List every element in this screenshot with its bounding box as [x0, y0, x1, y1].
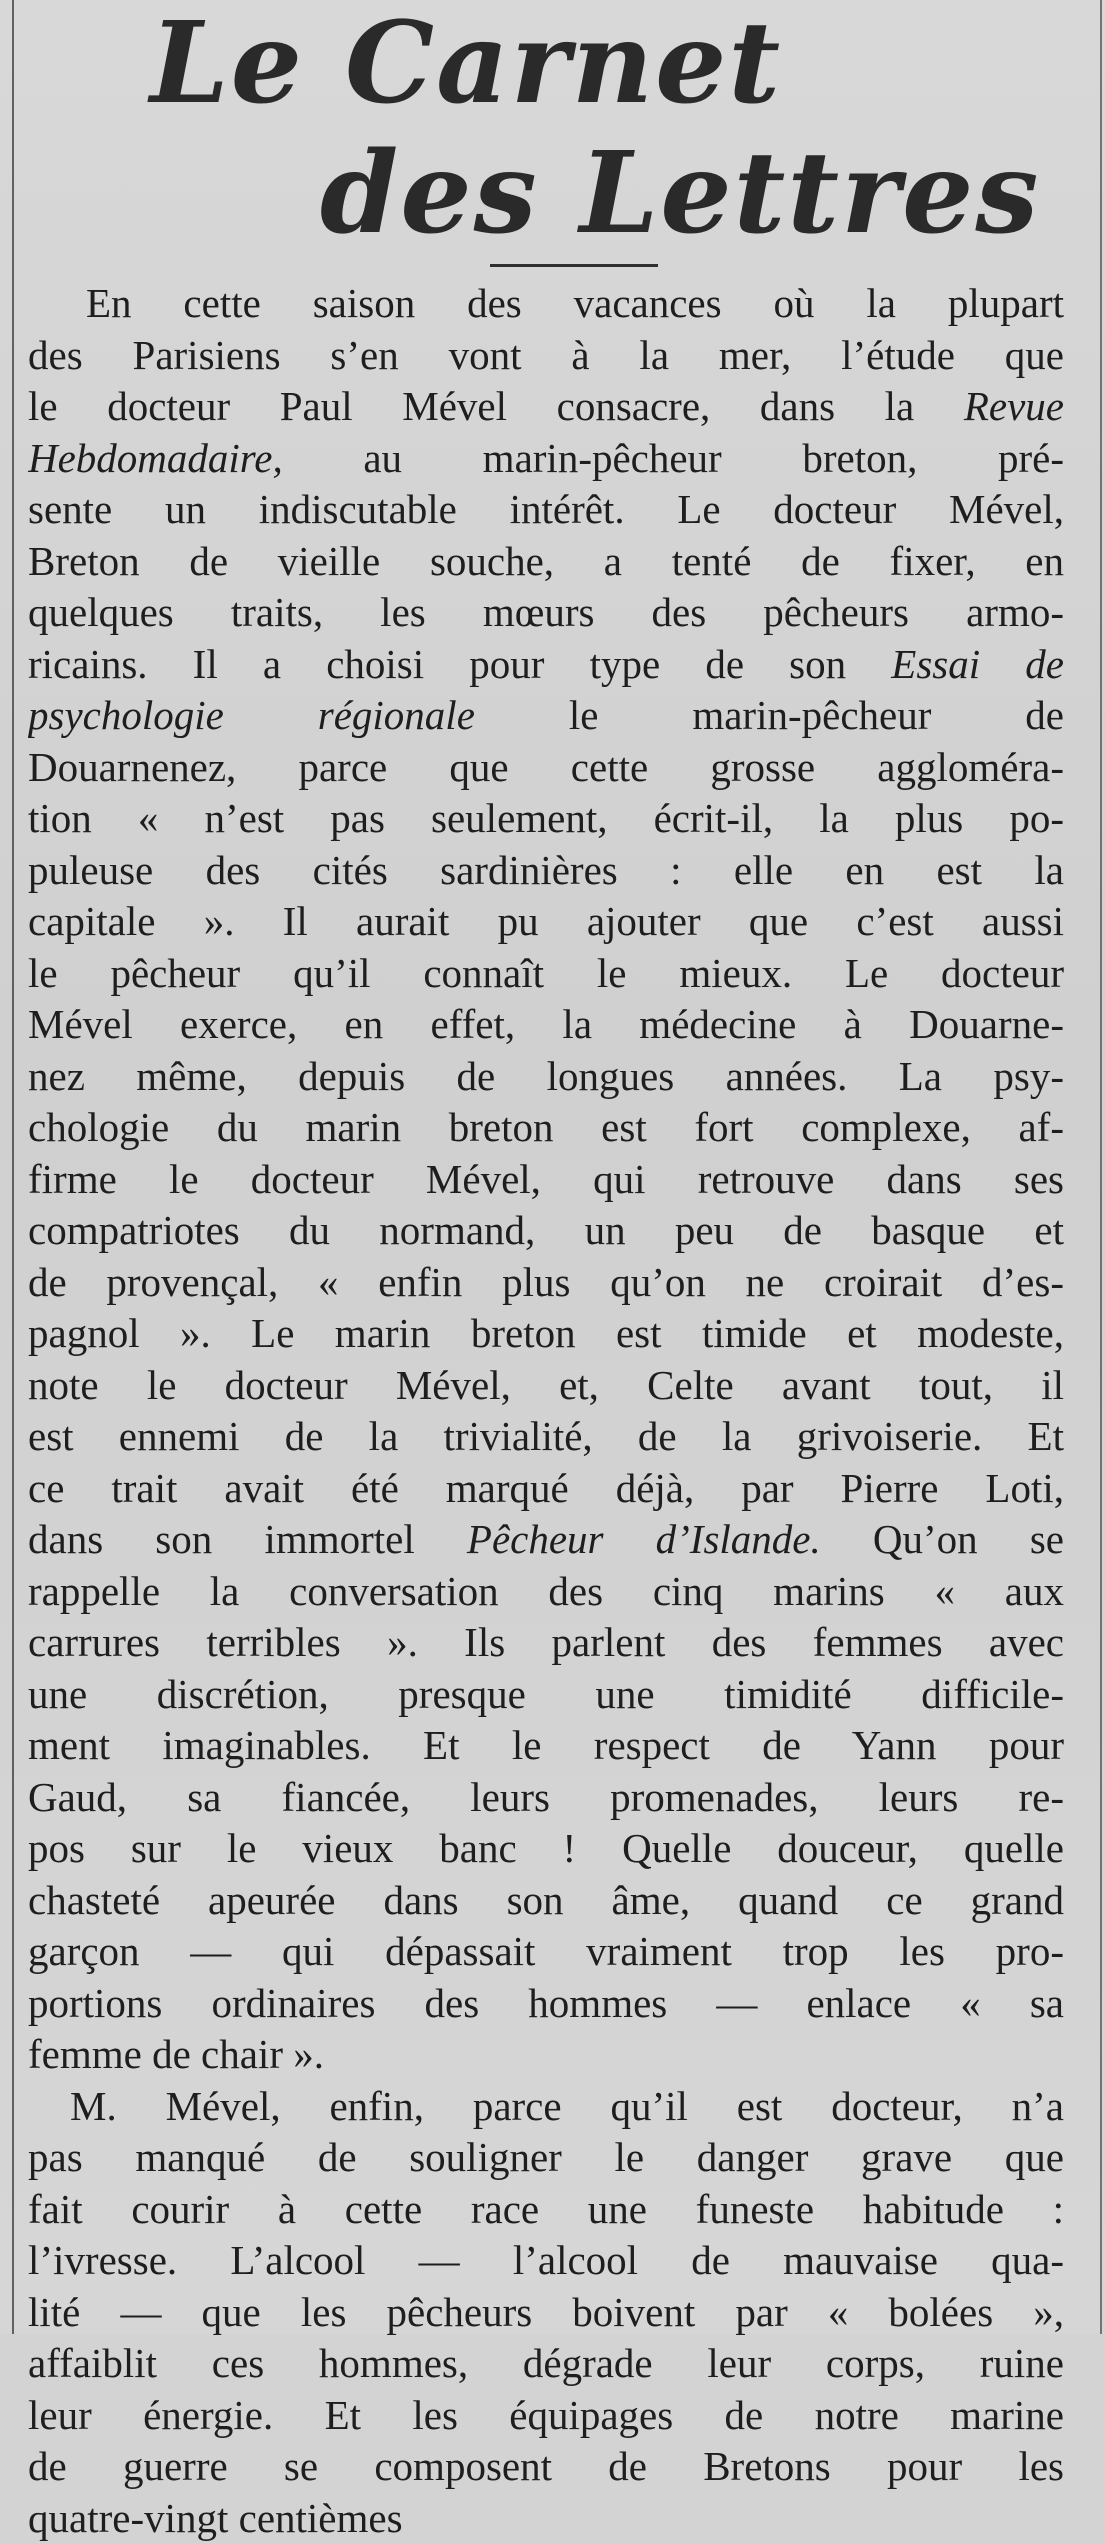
article-line: capitale ». Il aurait pu ajouter que c’est aussi — [28, 896, 1064, 948]
article-line: lité — que les pêcheurs boivent par « bolées », — [28, 2287, 1064, 2339]
article-line: Mével exerce, en effet, la médecine à Douarne- — [28, 999, 1064, 1051]
article-line: de guerre se composent de Bretons pour les — [28, 2441, 1064, 2493]
article-line: le pêcheur qu’il connaît le mieux. Le docteur — [28, 948, 1064, 1000]
article-line: des Parisiens s’en vont à la mer, l’étude que — [28, 330, 1064, 382]
article-line: de provençal, « enfin plus qu’on ne croirait d’es- — [28, 1257, 1064, 1309]
article-line: chologie du marin breton est fort complexe, af- — [28, 1102, 1064, 1154]
article-line: portions ordinaires des hommes — enlace « sa — [28, 1978, 1064, 2030]
article-line: nez même, depuis de longues années. La psy- — [28, 1051, 1064, 1103]
article-line: carrures terribles ». Ils parlent des femmes avec — [28, 1617, 1064, 1669]
article-line: pas manqué de souligner le danger grave que — [28, 2132, 1064, 2184]
column-rule-right — [1100, 0, 1102, 2334]
article-line: ce trait avait été marqué déjà, par Pierre Loti, — [28, 1463, 1064, 1515]
article-line: une discrétion, presque une timidité difficile- — [28, 1669, 1064, 1721]
headline-line-1: Le Carnet — [0, 8, 1105, 120]
article-line: leur énergie. Et les équipages de notre marine — [28, 2390, 1064, 2442]
article-line: quelques traits, les mœurs des pêcheurs armo- — [28, 587, 1064, 639]
article-line: dans son immortel Pêcheur d’Islande. Qu’on se — [28, 1514, 1064, 1566]
headline-divider — [490, 264, 658, 267]
article-line: pos sur le vieux banc ! Quelle douceur, quelle — [28, 1823, 1064, 1875]
article-line: garçon — qui dépassait vraiment trop les pro- — [28, 1926, 1064, 1978]
article-line: l’ivresse. L’alcool — l’alcool de mauvaise qua- — [28, 2235, 1064, 2287]
article-line: firme le docteur Mével, qui retrouve dans ses — [28, 1154, 1064, 1206]
article-line: Gaud, sa fiancée, leurs promenades, leurs re- — [28, 1772, 1064, 1824]
column-rule-left — [12, 0, 14, 2334]
article-line: puleuse des cités sardinières : elle en est la — [28, 845, 1064, 897]
article-line: compatriotes du normand, un peu de basque et — [28, 1205, 1064, 1257]
article-line: Hebdomadaire, au marin-pêcheur breton, pré- — [28, 433, 1064, 485]
article-line: En cette saison des vacances où la plupart — [28, 278, 1064, 330]
article-line: femme de chair ». — [28, 2029, 1064, 2081]
article-line: note le docteur Mével, et, Celte avant tout, il — [28, 1360, 1064, 1412]
article-line: est ennemi de la trivialité, de la grivoiserie. Et — [28, 1411, 1064, 1463]
article-line: chasteté apeurée dans son âme, quand ce grand — [28, 1875, 1064, 1927]
article-line: quatre-vingt centièmes — [28, 2493, 1064, 2544]
article-line: affaiblit ces hommes, dégrade leur corps, ruine — [28, 2338, 1064, 2390]
article-line: Douarnenez, parce que cette grosse aggloméra- — [28, 742, 1064, 794]
article-line: M. Mével, enfin, parce qu’il est docteur, n’a — [28, 2081, 1064, 2133]
headline-line-2: des Lettres — [0, 138, 1105, 250]
article-line: psychologie régionale le marin-pêcheur de — [28, 690, 1064, 742]
article-body — [28, 278, 1064, 2544]
article-line: ment imaginables. Et le respect de Yann pour — [28, 1720, 1064, 1772]
article-line: ricains. Il a choisi pour type de son Essai de — [28, 639, 1064, 691]
article-line: pagnol ». Le marin breton est timide et modeste, — [28, 1308, 1064, 1360]
article-line: Breton de vieille souche, a tenté de fixer, en — [28, 536, 1064, 588]
article-line: rappelle la conversation des cinq marins « aux — [28, 1566, 1064, 1618]
article-line: sente un indiscutable intérêt. Le docteur Mével, — [28, 484, 1064, 536]
article-line: tion « n’est pas seulement, écrit-il, la plus po- — [28, 793, 1064, 845]
article-line: fait courir à cette race une funeste habitude : — [28, 2184, 1064, 2236]
article-line: le docteur Paul Mével consacre, dans la Revue — [28, 381, 1064, 433]
